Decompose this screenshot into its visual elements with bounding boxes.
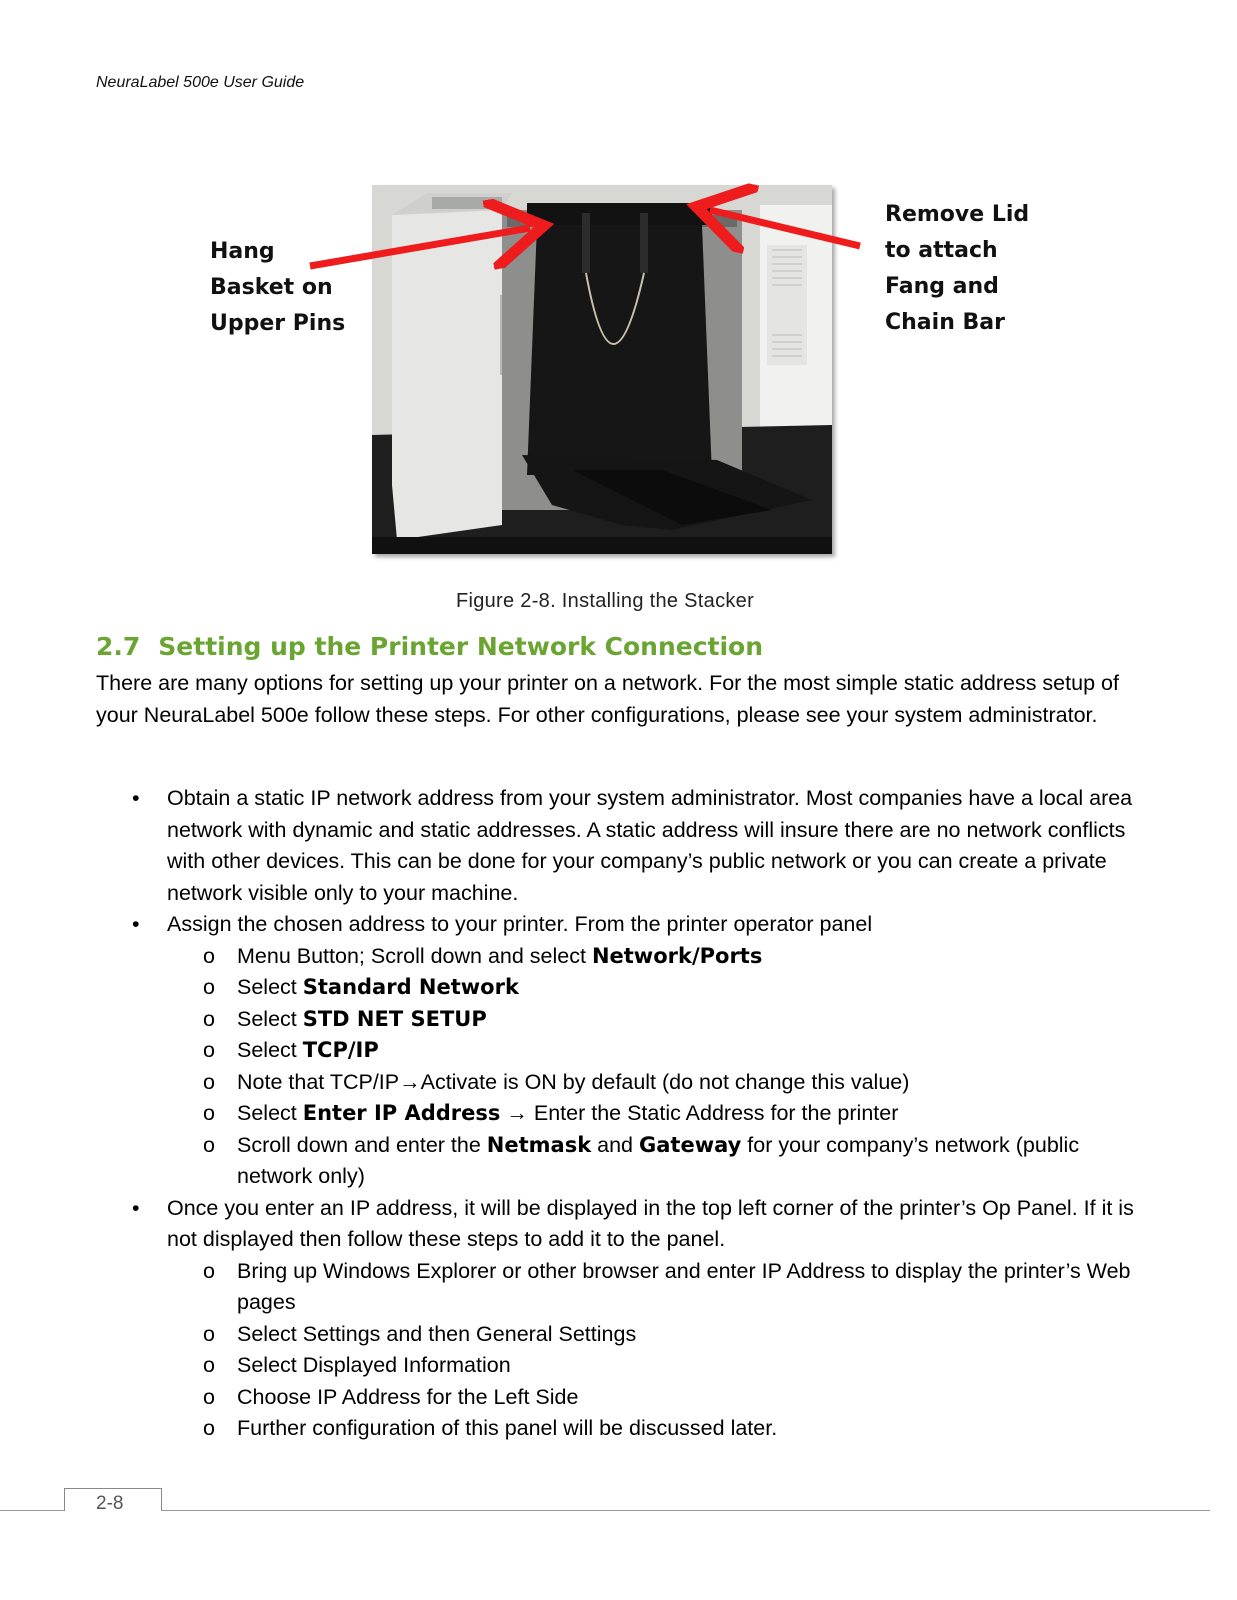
sub-bullet-glyph: o: [203, 1321, 215, 1346]
sub-list-item: [96, 1319, 1136, 1351]
sub-item-text: Note that TCP/IP→Activate is ON by default (do not change this value): [237, 1069, 910, 1094]
footer-rule: [0, 1510, 1210, 1511]
sub-item-text: Select: [237, 1101, 303, 1125]
callout-line: Upper Pins: [210, 311, 346, 336]
sub-bullet-glyph: o: [203, 943, 215, 968]
keyword: Gateway: [639, 1132, 742, 1157]
callout-line: Chain Bar: [885, 310, 1005, 335]
sub-list-item: [96, 1382, 1136, 1414]
sub-item-text: Further configuration of this panel will be discussed later.: [237, 1416, 778, 1440]
section-number: 2.7: [96, 632, 141, 661]
keyword: Enter IP Address: [302, 1101, 501, 1125]
list-item: [96, 1193, 1136, 1256]
keyword: Standard Network: [302, 975, 519, 999]
callout-line: Fang and: [885, 274, 999, 299]
callout-line: to attach: [885, 238, 998, 263]
sub-list-item: [96, 1004, 1136, 1036]
sub-bullet-glyph: o: [203, 1069, 215, 1094]
sub-list-item: [96, 1067, 1136, 1099]
figure-caption: Figure 2-8. Installing the Stacker: [455, 590, 755, 612]
sub-list-item: [96, 941, 1136, 973]
list-item-text: Obtain a static IP network address from your system administrator. Most companies have a local area network with dynamic and static addresses. A static address will insure there are no network conflicts with other devices. This can be done for your company’s public network or you can create a private network visible only to your machine.: [167, 786, 1133, 905]
list-item: [96, 783, 1136, 909]
sub-bullet-glyph: o: [203, 1353, 215, 1377]
sub-item-text: Scroll down and enter the: [237, 1132, 487, 1157]
sub-list-item: [96, 1130, 1136, 1193]
sub-item-text: Select: [237, 1006, 303, 1031]
sub-bullet-glyph: o: [203, 975, 215, 999]
bullet-glyph: •: [132, 786, 140, 810]
keyword: Netmask: [486, 1132, 592, 1157]
running-header: NeuraLabel 500e User Guide: [96, 74, 305, 91]
arrow-remove-lid: [710, 210, 860, 246]
sub-item-text: for your company’s network (public network only): [237, 1132, 1080, 1188]
sub-item-text: Select: [237, 975, 303, 999]
sub-item-text: Select Displayed Information: [237, 1353, 511, 1377]
keyword: Network/Ports: [591, 943, 763, 968]
list-item: [96, 909, 1136, 941]
sub-bullet-glyph: o: [203, 1258, 215, 1283]
sub-list-item: [96, 972, 1136, 1004]
arrow-hang-basket: [310, 228, 530, 266]
sub-bullet-glyph: o: [203, 1006, 215, 1031]
sub-list-item: [96, 1035, 1136, 1067]
keyword: STD NET SETUP: [302, 1006, 487, 1031]
sub-list-item: [96, 1256, 1136, 1319]
bullet-glyph: •: [132, 1195, 140, 1220]
list-item-text: Once you enter an IP address, it will be displayed in the top left corner of the printer’s Op Panel. If it is not displayed then follow these steps to add it to the panel.: [167, 1195, 1134, 1251]
list-item-text: Assign the chosen address to your printer. From the printer operator panel: [167, 912, 873, 936]
sub-item-text: Select: [237, 1038, 303, 1062]
keyword: TCP/IP: [302, 1038, 379, 1062]
callout-line: Hang: [210, 239, 275, 264]
section-title: Setting up the Printer Network Connection: [158, 632, 764, 661]
callout-line: Basket on: [210, 275, 333, 300]
bullet-glyph: •: [132, 912, 140, 936]
sub-bullet-glyph: o: [203, 1101, 215, 1125]
page-number: 2-8: [96, 1493, 124, 1514]
annotation-arrows: [0, 0, 1237, 600]
callout-line: Remove Lid: [885, 202, 1030, 227]
sub-item-text: Bring up Windows Explorer or other browser and enter IP Address to display the printer’s Web pages: [237, 1258, 1131, 1314]
steps-list: [96, 783, 1136, 1445]
sub-item-text: Menu Button; Scroll down and select: [237, 943, 592, 968]
sub-bullet-glyph: o: [203, 1132, 215, 1157]
sub-bullet-glyph: o: [203, 1416, 215, 1440]
sub-list-item: [96, 1098, 1136, 1130]
sub-bullet-glyph: o: [203, 1384, 215, 1409]
section-heading: [96, 632, 763, 661]
sub-list-item: [96, 1350, 1136, 1382]
intro-paragraph: There are many options for setting up your printer on a network. For the most simple static address setup of your NeuraLabel 500e follow these steps. For other configurations, please see your system administrator.: [96, 671, 1119, 727]
sub-item-text: Choose IP Address for the Left Side: [237, 1384, 579, 1409]
sub-bullet-glyph: o: [203, 1038, 215, 1062]
sub-item-text: and: [591, 1132, 639, 1157]
sub-list-item: [96, 1413, 1136, 1445]
sub-item-text: → Enter the Static Address for the printer: [500, 1101, 899, 1125]
sub-item-text: Select Settings and then General Settings: [237, 1321, 637, 1346]
